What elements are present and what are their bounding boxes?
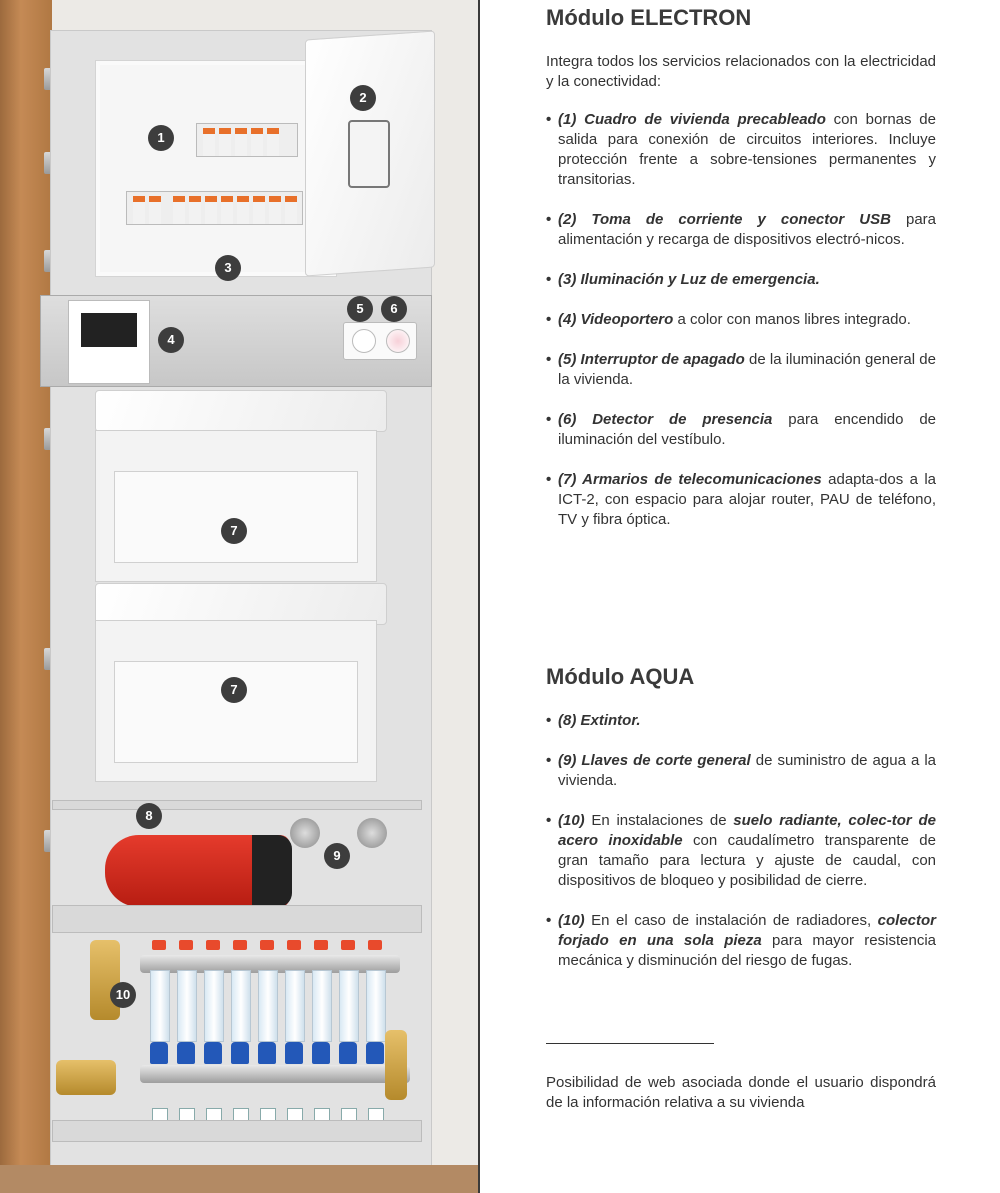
electron-intro: Integra todos los servicios relacionados con la electricidad y la conectividad: [546, 53, 936, 90]
brass-fitting [90, 940, 120, 1020]
red-valve-cap [287, 940, 301, 950]
callout-8: 8 [136, 803, 162, 829]
flowmeter-tube [177, 970, 197, 1042]
cabinet-door [0, 0, 52, 1193]
blue-valve-cap [150, 1042, 168, 1064]
shutoff-valve [357, 818, 387, 848]
flowmeter-tube [204, 970, 224, 1042]
blue-valve-cap [339, 1042, 357, 1064]
extinguisher-cap [252, 835, 292, 907]
list-item: • (4) Videoportero a color con manos libres integrado. [546, 310, 936, 330]
callout-10: 10 [110, 982, 136, 1008]
callout-6: 6 [381, 296, 407, 322]
list-item: • (1) Cuadro de vivienda precableado con bornas de salida para conexión de circuitos interiores. Incluye protección frente a sobre-tensiones permanentes y transitorias. [546, 110, 936, 190]
footnote: Posibilidad de web asociada donde el usuario dispondrá de la información relativa a su vivienda [546, 1074, 936, 1111]
red-valve-cap [206, 940, 220, 950]
flowmeter-tube [150, 970, 170, 1042]
switch-plate [343, 322, 417, 360]
red-valve-cap [368, 940, 382, 950]
breaker-row [126, 191, 303, 225]
divider [546, 1043, 714, 1044]
breaker-row [196, 123, 298, 157]
electron-title: Módulo ELECTRON [546, 5, 752, 30]
list-item: • (3) Iluminación y Luz de emergencia. [546, 270, 936, 290]
list-item: • (7) Armarios de telecomunicaciones adapta-dos a la ICT-2, con espacio para alojar router, PAU de teléfono, TV y fibra óptica. [546, 470, 936, 530]
flowmeter-tube [258, 970, 278, 1042]
blue-valve-cap [312, 1042, 330, 1064]
blue-valve-cap [177, 1042, 195, 1064]
shutoff-valve [290, 818, 320, 848]
electron-list [546, 110, 936, 530]
red-valve-cap [341, 940, 355, 950]
red-valve-cap [233, 940, 247, 950]
brass-fitting [385, 1030, 407, 1100]
flowmeter-tube [366, 970, 386, 1042]
list-item: • (10) En instalaciones de suelo radiante, colec-tor de acero inoxidable con caudalímetro transparente de gran tamaño para lectura y ajuste de caudal, con dispositivos de bloqueo y posibilidad de cierre. [546, 811, 936, 891]
callout-2: 2 [350, 85, 376, 111]
list-item: • (5) Interruptor de apagado de la iluminación general de la vivienda. [546, 350, 936, 390]
blue-valve-cap [285, 1042, 303, 1064]
floor [0, 1165, 480, 1193]
blue-valve-cap [204, 1042, 222, 1064]
blue-valve-cap [231, 1042, 249, 1064]
flowmeter-tube [339, 970, 359, 1042]
power-socket [348, 120, 390, 188]
shelf [52, 800, 422, 810]
telecom-cabinet [95, 430, 377, 582]
manifold-bottom [140, 1065, 410, 1083]
blue-valve-cap [366, 1042, 384, 1064]
brass-fitting [56, 1060, 116, 1095]
callout-7: 7 [221, 677, 247, 703]
callout-9: 9 [324, 843, 350, 869]
callout-1: 1 [148, 125, 174, 151]
list-item: • (6) Detector de presencia para encendido de iluminación del vestíbulo. [546, 410, 936, 450]
red-valve-cap [260, 940, 274, 950]
aqua-list [546, 711, 936, 971]
installation-photo [0, 0, 480, 1193]
list-item: • (8) Extintor. [546, 711, 936, 731]
shelf [52, 905, 422, 933]
blue-valve-cap [258, 1042, 276, 1064]
list-item: • (10) En el caso de instalación de radiadores, colector forjado en una sola pieza para mayor resistencia mecánica y disminución del riesgo de fugas. [546, 911, 936, 971]
red-valve-cap [152, 940, 166, 950]
flowmeter-tube [312, 970, 332, 1042]
photo-edge [478, 0, 480, 1193]
video-intercom [68, 300, 150, 384]
telecom-lid [95, 583, 387, 625]
flowmeter-tube [285, 970, 305, 1042]
aqua-title: Módulo AQUA [546, 664, 695, 689]
callout-3: 3 [215, 255, 241, 281]
electrical-panel [95, 60, 337, 277]
list-item: • (2) Toma de corriente y conector USB para alimentación y recarga de dispositivos electró-nicos. [546, 210, 936, 250]
telecom-lid [95, 390, 387, 432]
callout-7: 7 [221, 518, 247, 544]
shelf [52, 1120, 422, 1142]
list-item: • (9) Llaves de corte general de suministro de agua a la vivienda. [546, 751, 936, 791]
flowmeter-tube [231, 970, 251, 1042]
red-valve-cap [314, 940, 328, 950]
callout-4: 4 [158, 327, 184, 353]
callout-5: 5 [347, 296, 373, 322]
red-valve-cap [179, 940, 193, 950]
